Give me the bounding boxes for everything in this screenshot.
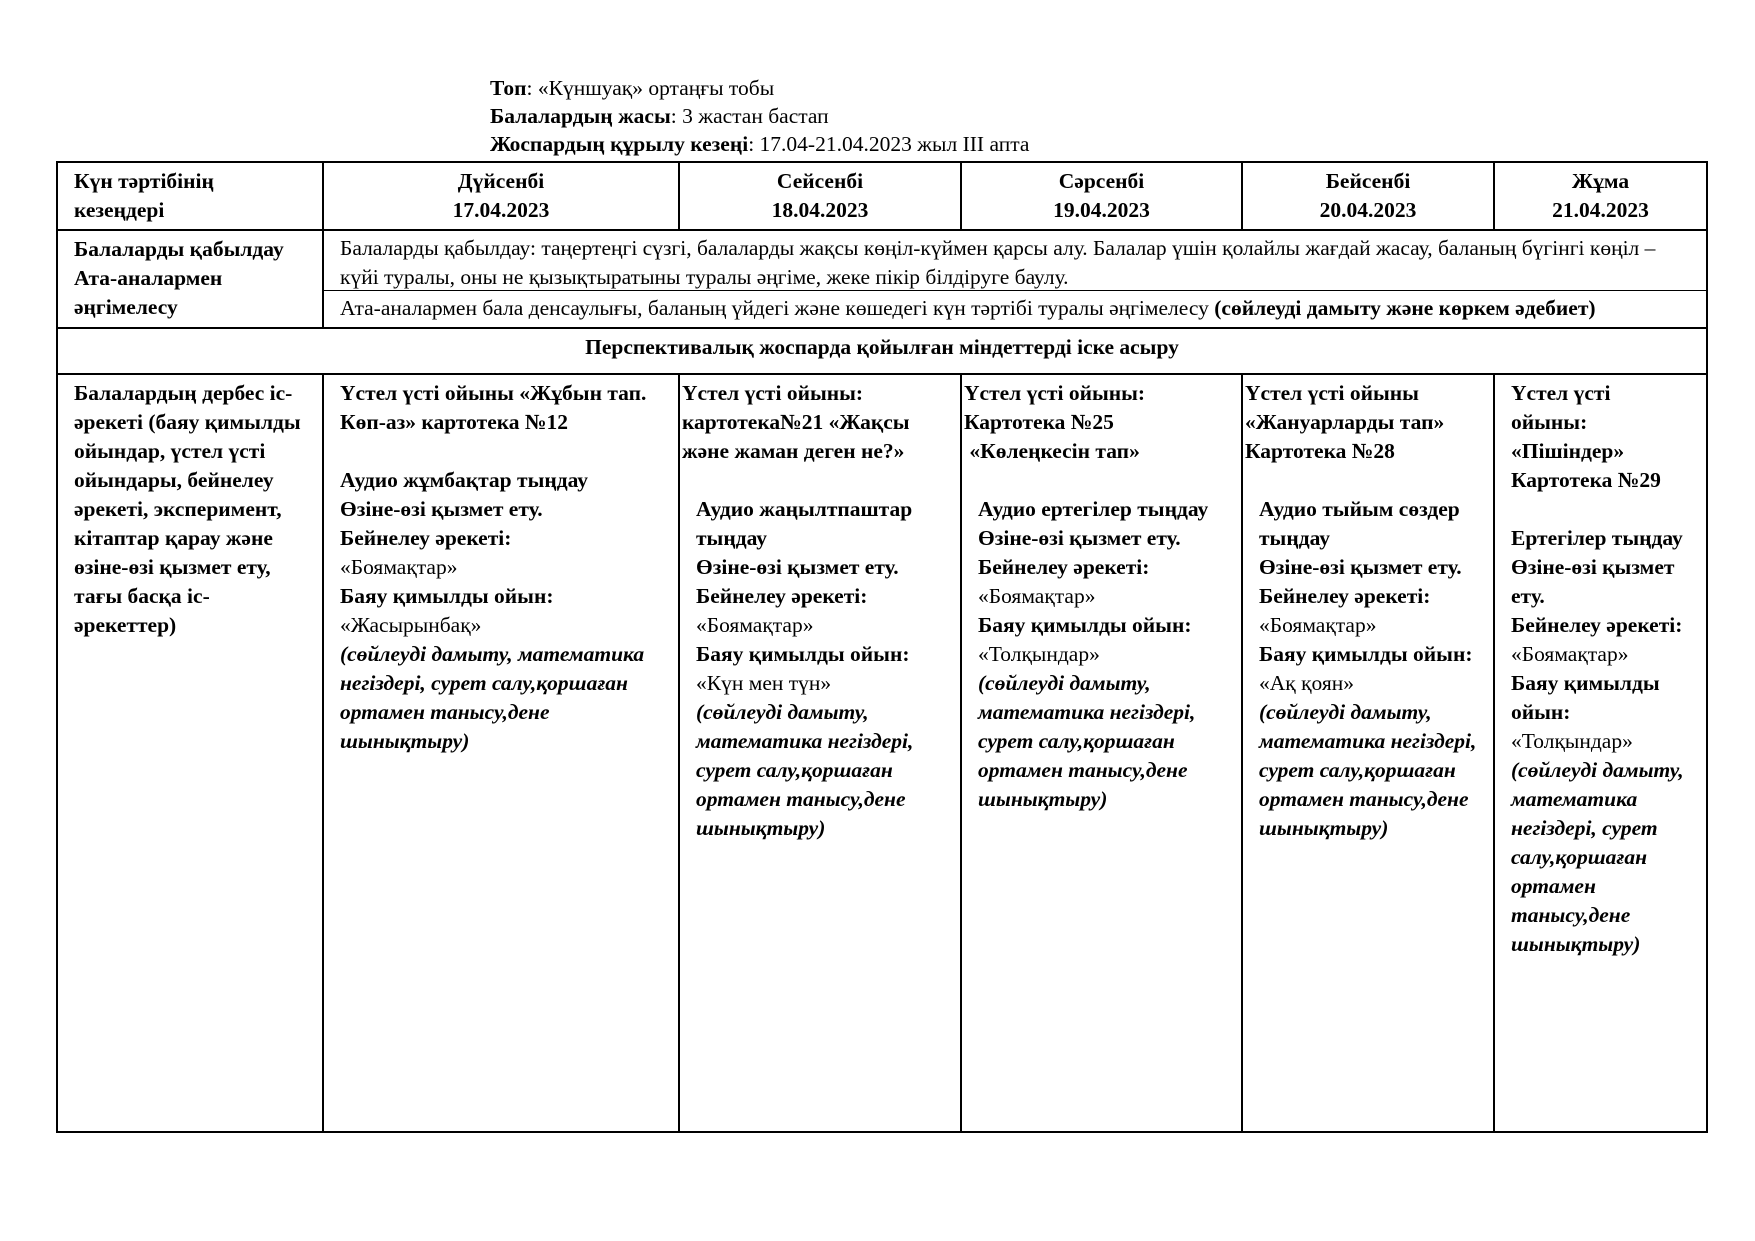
day-header-friday	[1494, 162, 1707, 230]
activity-wednesday	[961, 374, 1242, 1132]
reception-label-line: әңгімелесу	[74, 295, 178, 319]
day-name: Бейсенбі	[1325, 169, 1411, 193]
group-line	[490, 74, 1029, 102]
activity-row	[57, 374, 1707, 1132]
activity-label-cell: Балалардың дербес іс-әрекеті (баяу қимылды ойындар, үстел үсті ойындары, бейнелеу әрекеті, эксперимент, кітаптар қарау және өзіне-өзі қызмет ету, тағы басқа іс-әрекеттер)	[57, 374, 323, 1132]
group-label: Топ	[490, 76, 527, 100]
reception-label-cell	[57, 230, 323, 328]
day-date: 21.04.2023	[1552, 198, 1649, 222]
weekly-plan-table	[56, 161, 1708, 1133]
activity-tuesday	[679, 374, 961, 1132]
document-header	[490, 74, 1029, 158]
move-game-label: Баяу қимылды ойын:	[1259, 642, 1473, 666]
table-game-line: «Жануарларды тап»	[1245, 410, 1445, 434]
audio-activity: Аудио тыйым сөздер тыңдау	[1259, 497, 1460, 550]
reception-content-cell	[323, 230, 1707, 328]
art-label: Бейнелеу әрекеті:	[1511, 613, 1683, 637]
art-label: Бейнелеу әрекеті:	[696, 584, 868, 608]
self-care: Өзіне-өзі қызмет ету.	[696, 555, 899, 579]
art-value: «Боямақтар»	[340, 555, 458, 579]
period-label: Жоспардың құрылу кезеңі	[490, 132, 749, 156]
audio-activity: Аудио жұмбақтар тыңдау	[340, 468, 589, 492]
parents-talk-areas: (сөйлеуді дамыту және көркем әдебиет)	[1214, 296, 1596, 320]
learning-areas: (сөйлеуді дамыту, математика негіздері, сурет салу,қоршаған ортамен танысу,дене шынықтыру)	[1511, 758, 1684, 956]
move-game-label: Баяу қимылды ойын:	[696, 642, 910, 666]
day-date: 17.04.2023	[452, 198, 550, 222]
table-game-line: Картотека №25	[964, 410, 1114, 434]
day-name: Сейсенбі	[776, 169, 864, 193]
parents-talk-text	[324, 291, 1706, 327]
day-name: Жұма	[1571, 169, 1630, 193]
perspective-title: Перспективалық жоспарда қойылған міндеттерді іске асыру	[57, 328, 1707, 374]
table-game: Үстел үсті ойыны: картотека№21 «Жақсы және жаман деген не?»	[682, 381, 910, 463]
table-game-line: Үстел үсті ойыны	[1245, 381, 1419, 405]
table-game-line: Картотека №28	[1245, 439, 1395, 463]
art-label: Бейнелеу әрекеті:	[978, 555, 1150, 579]
move-game-label: Баяу қимылды ойын:	[978, 613, 1192, 637]
day-name: Дүйсенбі	[457, 169, 545, 193]
reception-row	[57, 230, 1707, 328]
art-label: Бейнелеу әрекеті:	[340, 526, 512, 550]
audio-activity: Ертегілер тыңдау	[1511, 526, 1683, 550]
corner-header-line1: Күн тәртібінің	[74, 169, 214, 193]
learning-areas: (сөйлеуді дамыту, математика негіздері, сурет салу,қоршаған ортамен танысу,дене шынықтыру)	[340, 642, 645, 753]
move-game-label: Баяу қимылды ойын:	[340, 584, 554, 608]
self-care: Өзіне-өзі қызмет ету.	[1511, 555, 1675, 608]
audio-activity: Аудио жаңылтпаштар тыңдау	[696, 497, 913, 550]
table-game-line: «Көлеңкесін тап»	[964, 439, 1140, 463]
activity-friday	[1494, 374, 1707, 1132]
audio-activity: Аудио ертегілер тыңдау	[978, 497, 1209, 521]
activity-monday	[323, 374, 679, 1132]
move-game-value: «Толқындар»	[978, 642, 1100, 666]
art-value: «Боямақтар»	[696, 613, 814, 637]
age-line	[490, 102, 1029, 130]
table-game: Үстел үсті ойыны «Жұбын тап. Көп-аз» картотека №12	[340, 381, 647, 434]
art-label: Бейнелеу әрекеті:	[1259, 584, 1431, 608]
day-header-tuesday	[679, 162, 961, 230]
group-value: : «Күншуақ» ортаңғы тобы	[526, 76, 775, 100]
learning-areas: (сөйлеуді дамыту, математика негіздері, сурет салу,қоршаған ортамен танысу,дене шынықтыру)	[1259, 700, 1477, 840]
parents-talk-plain: Ата-аналармен бала денсаулығы, баланың үйдегі және көшедегі күн тәртібі туралы әңгімелесу	[340, 296, 1215, 320]
day-date: 18.04.2023	[771, 198, 869, 222]
age-value: : 3 жастан бастап	[670, 104, 829, 128]
perspective-row	[57, 328, 1707, 374]
move-game-value: «Күн мен түн»	[696, 671, 832, 695]
day-date: 19.04.2023	[1053, 198, 1150, 222]
table-game: Үстел үсті ойыны: «Пішіндер» Картотека №29	[1511, 381, 1661, 492]
reception-label-line: Балаларды қабылдау	[74, 237, 284, 261]
move-game-value: «Толқындар»	[1511, 729, 1633, 753]
activity-thursday	[1242, 374, 1494, 1132]
art-value: «Боямақтар»	[1259, 613, 1377, 637]
move-game-value: «Ақ қоян»	[1259, 671, 1355, 695]
self-care: Өзіне-өзі қызмет ету.	[978, 526, 1181, 550]
learning-areas: (сөйлеуді дамыту, математика негіздері, сурет салу,қоршаған ортамен танысу,дене шынықтыру)	[978, 671, 1196, 811]
art-value: «Боямақтар»	[1511, 642, 1629, 666]
move-game-value: «Жасырынбақ»	[340, 613, 482, 637]
period-line	[490, 130, 1029, 158]
table-header-row	[57, 162, 1707, 230]
self-care: Өзіне-өзі қызмет ету.	[1259, 555, 1462, 579]
day-header-wednesday	[961, 162, 1242, 230]
age-label: Балалардың жасы	[490, 104, 671, 128]
corner-header-cell	[57, 162, 323, 230]
day-name: Сәрсенбі	[1058, 169, 1145, 193]
corner-header-line2: кезеңдері	[74, 198, 165, 222]
learning-areas: (сөйлеуді дамыту, математика негіздері, сурет салу,қоршаған ортамен танысу,дене шынықтыру)	[696, 700, 914, 840]
day-header-monday	[323, 162, 679, 230]
day-date: 20.04.2023	[1319, 198, 1417, 222]
period-value: : 17.04-21.04.2023 жыл ІІІ апта	[748, 132, 1030, 156]
table-game-line: Үстел үсті ойыны:	[964, 381, 1146, 405]
reception-label-line: Ата-аналармен	[74, 266, 223, 290]
reception-text: Балаларды қабылдау: таңертеңгі сүзгі, балаларды жақсы көңіл-күймен қарсы алу. Балалар үшін қолайлы жағдай жасау, баланың бүгінгі көңіл – күйі туралы, оны не қызықтыратыны туралы әңгіме, жеке пікір білдіруге баулу.	[324, 231, 1706, 291]
move-game-label: Баяу қимылды ойын:	[1511, 671, 1660, 724]
day-header-thursday	[1242, 162, 1494, 230]
self-care: Өзіне-өзі қызмет ету.	[340, 497, 543, 521]
art-value: «Боямақтар»	[978, 584, 1096, 608]
